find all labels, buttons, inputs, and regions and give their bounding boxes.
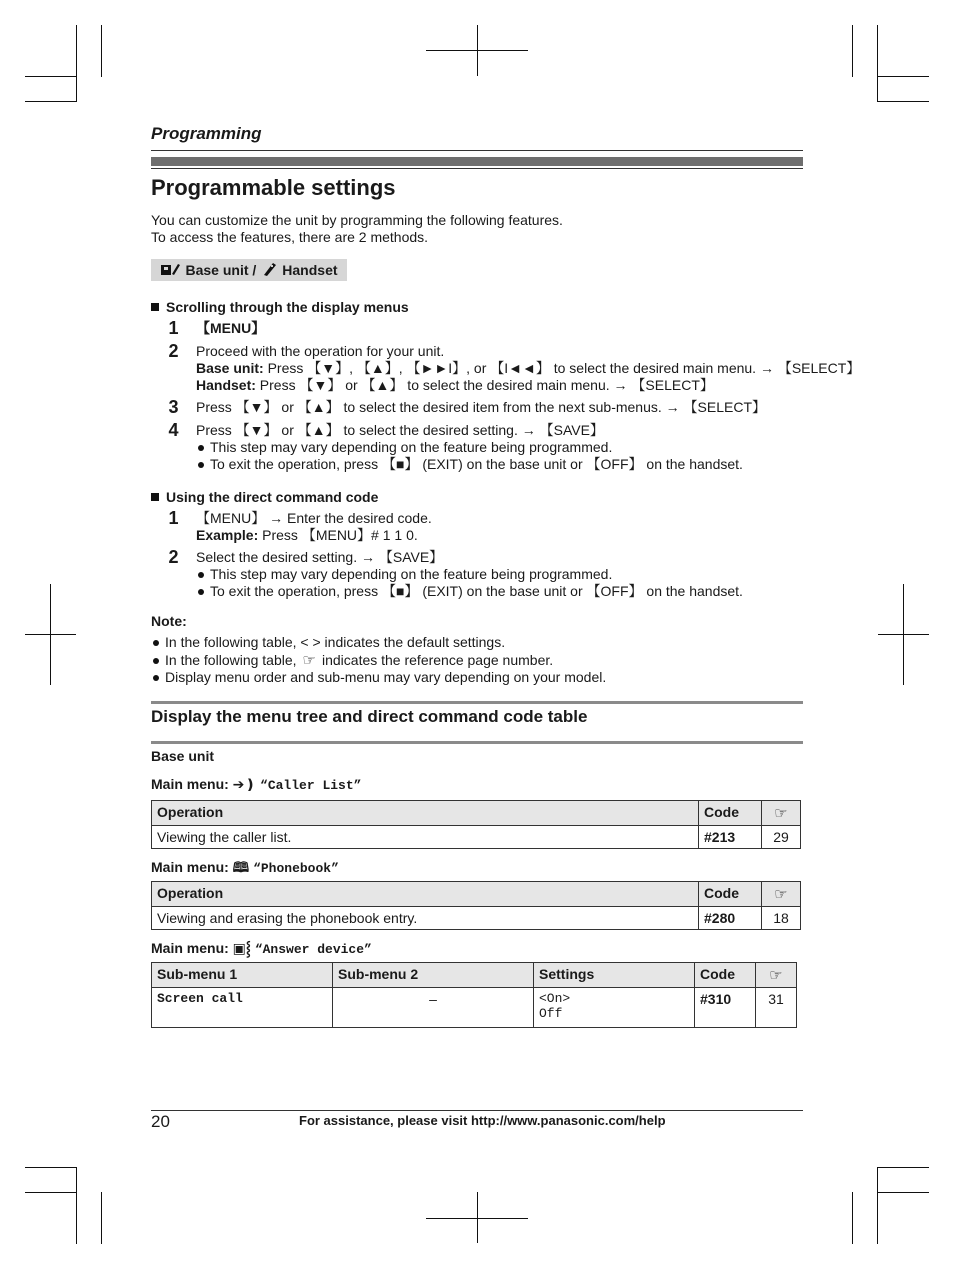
intro — [151, 212, 563, 246]
list-item: This step may vary depending on the feature being programmed. — [196, 566, 743, 583]
scroll-step-1: 1 【MENU】 — [168, 318, 266, 338]
handset-icon — [261, 261, 277, 280]
table-row: Viewing the caller list. #213 29 — [152, 826, 801, 849]
caller-list-table: Operation Code ☞ Viewing the caller list. #213 29 — [151, 800, 801, 849]
scroll-step-3: 3 Press 【▼】 or 【▲】 to select the desired item from the next sub-menus. → 【SELECT】 — [168, 397, 767, 417]
list-item: Display menu order and sub-menu may vary depending on your model. — [151, 669, 606, 687]
intro-line-1: You can customize the unit by programming the following features. — [151, 212, 563, 228]
list-item: In the following table, < > indicates the default settings. — [151, 634, 606, 652]
reference-page-icon: ☞ — [762, 882, 801, 907]
square-bullet-icon — [151, 493, 159, 501]
phonebook-table: Operation Code ☞ Viewing and erasing the phonebook entry. #280 18 — [151, 881, 801, 930]
scroll-section-heading: Scrolling through the display menus — [151, 299, 409, 315]
list-item: To exit the operation, press 【■】 (EXIT) on the base unit or 【OFF】 on the handset. — [196, 456, 743, 473]
main-menu-caller-list: Main menu: ➔❫ “Caller List” — [151, 776, 362, 793]
unit-badge — [151, 259, 347, 281]
section-rule — [151, 701, 803, 704]
table-row: Screen call – <On> Off #310 31 — [152, 988, 797, 1028]
main-menu-phonebook: Main menu: 🕮 “Phonebook” — [151, 859, 339, 876]
list-item: In the following table, ☞ indicates the reference page number. — [151, 652, 606, 670]
phonebook-icon: 🕮 — [232, 859, 250, 875]
list-item: To exit the operation, press 【■】 (EXIT) on the base unit or 【OFF】 on the handset. — [196, 583, 743, 600]
base-unit-icon — [160, 262, 180, 279]
table-row: Viewing and erasing the phonebook entry. #280 18 — [152, 907, 801, 930]
header-rule — [151, 150, 803, 151]
note-title: Note: — [151, 613, 187, 629]
main-menu-answer-device: Main menu: ▣⸾ “Answer device” — [151, 940, 372, 957]
reference-page-icon: ☞ — [756, 963, 797, 988]
table-section-heading: Display the menu tree and direct command code table — [151, 707, 588, 726]
scroll-step-4: 4 Press 【▼】 or 【▲】 to select the desired setting. → 【SAVE】 This step may vary depending on the feature being programmed. To exit the operation, press 【■】 (EXIT) on the base unit or 【OFF】 on the handset. — [168, 420, 743, 472]
footer-help-text: For assistance, please visit http://www.panasonic.com/help — [299, 1113, 666, 1128]
title-bar-underline — [151, 168, 803, 169]
reference-page-icon: ☞ — [762, 801, 801, 826]
page-number: 20 — [151, 1112, 170, 1131]
title-bar — [151, 157, 803, 166]
base-unit-label: Base unit / — [185, 262, 257, 278]
handset-label: Handset — [282, 262, 338, 278]
scroll-step-2: 2 Proceed with the operation for your unit. Base unit: Press 【▼】, 【▲】, 【►►I】, or 【I◄◄】 to select the desired main menu. → 【SELECT】 Handset: Press 【▼】 or 【▲】 to select the desired main menu. → 【SELECT】 — [168, 341, 861, 393]
section-label: Programming — [151, 124, 262, 143]
square-bullet-icon — [151, 303, 159, 311]
section-rule — [151, 741, 803, 744]
direct-step-1: 1 【MENU】 → Enter the desired code. Example: Press 【MENU】# 1 1 0. — [168, 508, 432, 543]
page-title: Programmable settings — [151, 175, 396, 200]
note-list — [151, 634, 606, 687]
base-unit-subheading: Base unit — [151, 748, 215, 764]
reference-page-icon: ☞ — [302, 651, 316, 669]
list-item: This step may vary depending on the feature being programmed. — [196, 439, 743, 456]
footer-rule — [151, 1110, 803, 1111]
answer-device-icon: ▣⸾ — [232, 940, 251, 956]
direct-section-heading: Using the direct command code — [151, 489, 378, 505]
answer-device-table: Sub-menu 1 Sub-menu 2 Settings Code ☞ Screen call – <On> Off #310 31 — [151, 962, 797, 1028]
direct-step-2: 2 Select the desired setting. → 【SAVE】 This step may vary depending on the feature being programmed. To exit the operation, press 【■】 (EXIT) on the base unit or 【OFF】 on the handset. — [168, 547, 743, 599]
intro-line-2: To access the features, there are 2 methods. — [151, 229, 429, 245]
caller-list-icon: ➔❫ — [232, 776, 257, 792]
